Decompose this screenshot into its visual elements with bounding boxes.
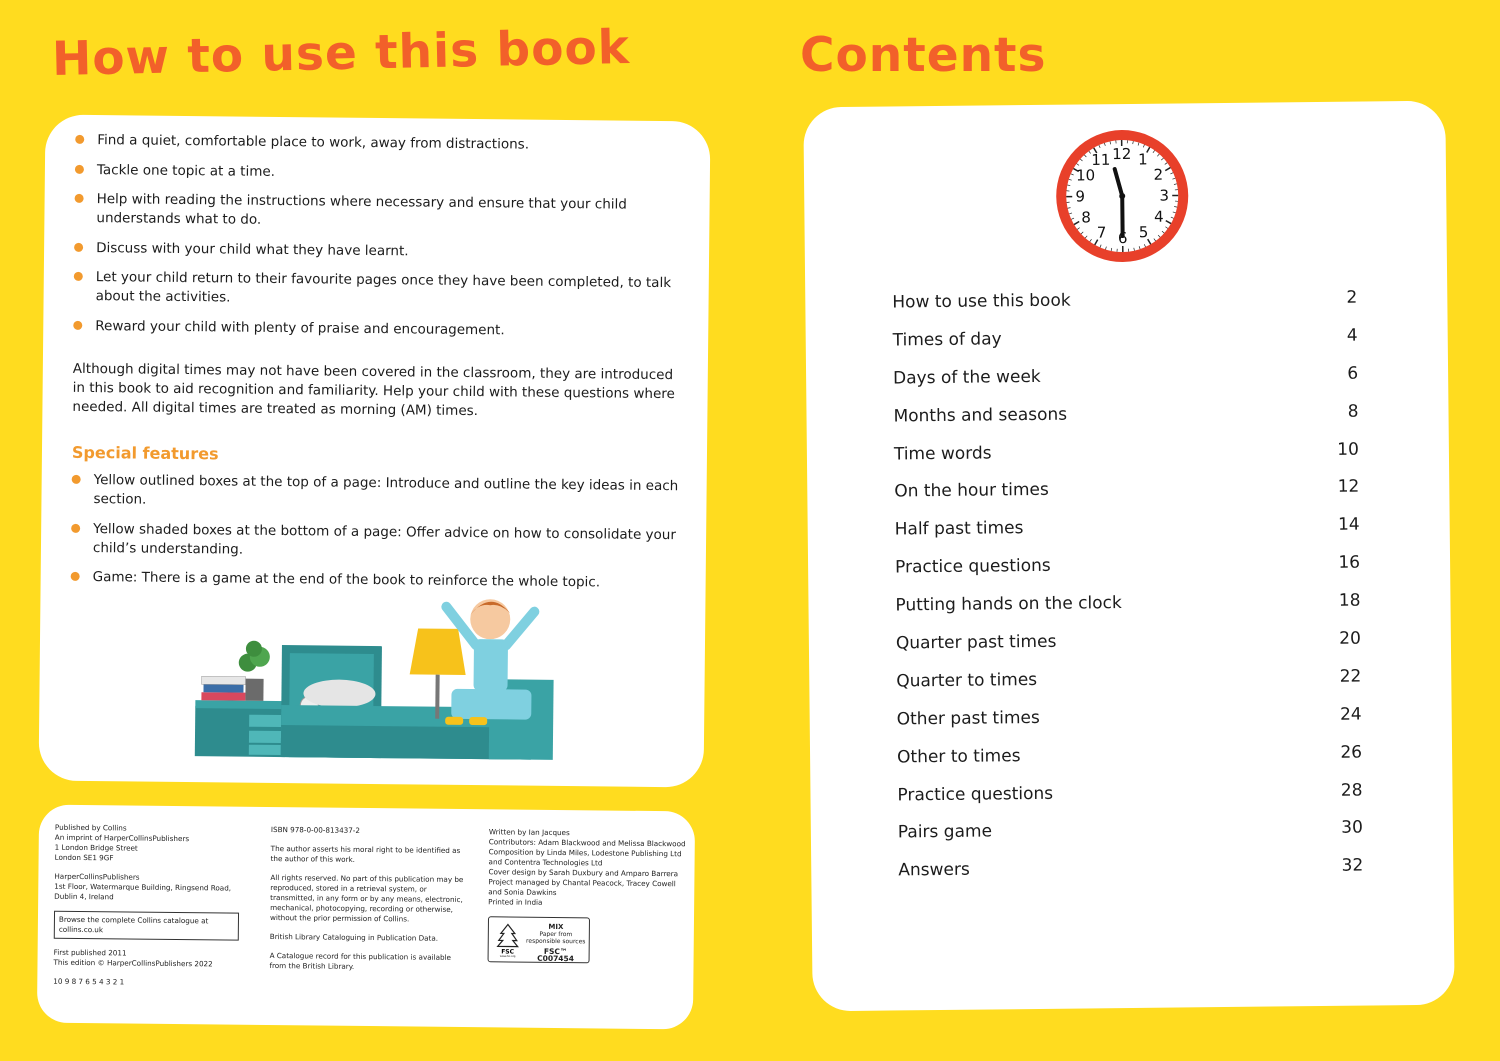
- contents-row[interactable]: Months and seasons 8: [893, 401, 1359, 427]
- contents-row[interactable]: Practice questions 16: [895, 552, 1361, 578]
- clock-icon: [1052, 125, 1193, 266]
- svg-text:FSC: FSC: [501, 948, 515, 956]
- clock-number: 3: [1159, 186, 1170, 205]
- fsc-label: [488, 916, 590, 963]
- bullet-dot-icon: [74, 272, 83, 281]
- clock-number: 11: [1091, 150, 1111, 169]
- contents-row[interactable]: How to use this book 2: [892, 287, 1358, 313]
- list-item: Tackle one topic at a time.: [75, 160, 685, 185]
- bullet-dot-icon: [71, 523, 80, 532]
- clock-number: 12: [1112, 144, 1132, 164]
- list-item: Game: There is a game at the end of the book to reinforce the whole topic.: [71, 568, 701, 594]
- list-item: Let your child return to their favourite pages once they have been completed, to talk about the activities.: [74, 268, 684, 312]
- contents-row[interactable]: Half past times 14: [894, 514, 1360, 540]
- how-to-use-title: How to use this book: [51, 19, 631, 87]
- imprint-column-credits: [488, 827, 689, 964]
- contents-row[interactable]: On the hour times 12: [894, 477, 1360, 502]
- bullet-dot-icon: [75, 164, 84, 173]
- clock-number: 5: [1138, 223, 1149, 242]
- imprint-column-publisher: [53, 823, 245, 998]
- bullet-dot-icon: [74, 242, 83, 251]
- bullet-dot-icon: [75, 135, 84, 144]
- contents-list: [892, 288, 1363, 899]
- contents-row[interactable]: Quarter past times 20: [895, 628, 1361, 654]
- contents-row[interactable]: Putting hands on the clock 18: [895, 590, 1361, 616]
- how-to-use-list: [73, 131, 685, 352]
- fsc-tree-logo-icon: [493, 921, 523, 957]
- list-item: Reward your child with plenty of praise and encouragement.: [73, 316, 683, 341]
- list-item: Find a quiet, comfortable place to work, away from distractions.: [75, 131, 685, 156]
- print-line: 10 9 8 7 6 5 4 3 2 1: [53, 976, 125, 987]
- imprint-column-rights: [269, 825, 471, 982]
- contents-row[interactable]: Other past times 24: [896, 704, 1362, 730]
- special-features-heading: Special features: [71, 442, 219, 464]
- contents-row[interactable]: Times of day 4: [892, 325, 1358, 351]
- address-block: HarperCollinsPublishers 1st Floor, Watermarque Building, Ringsend Road, Dublin 4, Ireland: [54, 871, 232, 902]
- imprint-panel: [37, 805, 695, 1030]
- publisher-block: Published by Collins An imprint of HarperCollinsPublishers 1 London Bridge Street London SE1 9GF: [54, 822, 190, 863]
- bullet-dot-icon: [72, 475, 81, 484]
- contents-title: Contents: [800, 28, 1047, 83]
- list-item: Yellow shaded boxes at the bottom of a page: Offer advice on how to consolidate your child’s understanding.: [71, 519, 701, 564]
- clock-number: 8: [1081, 208, 1091, 227]
- contents-row[interactable]: Quarter to times 22: [896, 666, 1362, 692]
- isbn: ISBN 978-0-00-813437-2: [270, 824, 361, 835]
- clock-number: 4: [1153, 207, 1164, 226]
- rights-reserved: All rights reserved. No part of this publication may be reproduced, stored in a retrieval system, or transmitted, in any form or by any means, electronic, mechanical, photocopying, recording or otherwise, without the prior permission of Collins.: [269, 872, 464, 924]
- child-in-bed-illustration: [189, 586, 561, 770]
- clock-number: 2: [1153, 165, 1164, 184]
- moral-rights: The author asserts his moral right to be identified as the author of this work.: [270, 843, 461, 864]
- special-features-list: [70, 471, 701, 604]
- contents-row[interactable]: Days of the week 6: [893, 363, 1359, 389]
- fsc-paper-text: Paper from responsible sources: [526, 930, 586, 946]
- edition-block: First published 2011 This edition © HarperCollinsPublishers 2022: [53, 947, 213, 969]
- contents-row[interactable]: Pairs game 30: [897, 818, 1363, 843]
- contents-row[interactable]: Answers 32: [898, 855, 1364, 881]
- contents-row[interactable]: Time words 10: [893, 439, 1359, 465]
- bullet-dot-icon: [75, 194, 84, 203]
- credits: Written by Ian Jacques Contributors: Adam Blackwood and Melissa Blackwood Composition by Linda Miles, Lodestone Publishing Ltd and Contentra Technologies Ltd Cover design by Sarah Duxbury and Amparo Barrera Project managed by Chantal Peacock, Tracey Cowell and Sonia Dawkins Printed in India: [488, 827, 686, 907]
- list-item: Discuss with your child what they have learnt.: [74, 238, 684, 263]
- clock-number: 7: [1096, 223, 1107, 242]
- svg-text:www.fsc.org: www.fsc.org: [499, 954, 516, 958]
- clock-number: 9: [1075, 187, 1086, 206]
- catalogue-note: Browse the complete Collins catalogue at collins.co.uk: [54, 911, 239, 941]
- catalogue-record: A Catalogue record for this publication is available from the British Library.: [269, 950, 452, 971]
- fsc-mix: MIX: [548, 922, 564, 932]
- cip-data: British Library Cataloguing in Publication Data.: [269, 931, 439, 943]
- clock-number: 6: [1117, 228, 1128, 248]
- clock-number: 1: [1137, 150, 1148, 169]
- bullet-dot-icon: [73, 320, 82, 329]
- contents-row[interactable]: Other to times 26: [896, 742, 1363, 768]
- contents-row[interactable]: Practice questions 28: [897, 780, 1363, 806]
- fsc-code: FSC™ C007454: [537, 946, 575, 964]
- digital-times-paragraph: Although digital times may not have been covered in the classroom, they are introduced in this book to aid recognition and familiarity. Help your child with these questions where needed. All digital times are treated as morning (AM) times.: [72, 360, 675, 420]
- contents-panel: [803, 101, 1454, 1012]
- bullet-dot-icon: [71, 572, 80, 581]
- list-item: Help with reading the instructions where necessary and ensure that your child understands what to do.: [74, 190, 684, 234]
- how-to-use-panel: [39, 115, 711, 788]
- clock-number: 10: [1075, 166, 1096, 185]
- list-item: Yellow outlined boxes at the top of a page: Introduce and outline the key ideas in each section.: [71, 471, 701, 516]
